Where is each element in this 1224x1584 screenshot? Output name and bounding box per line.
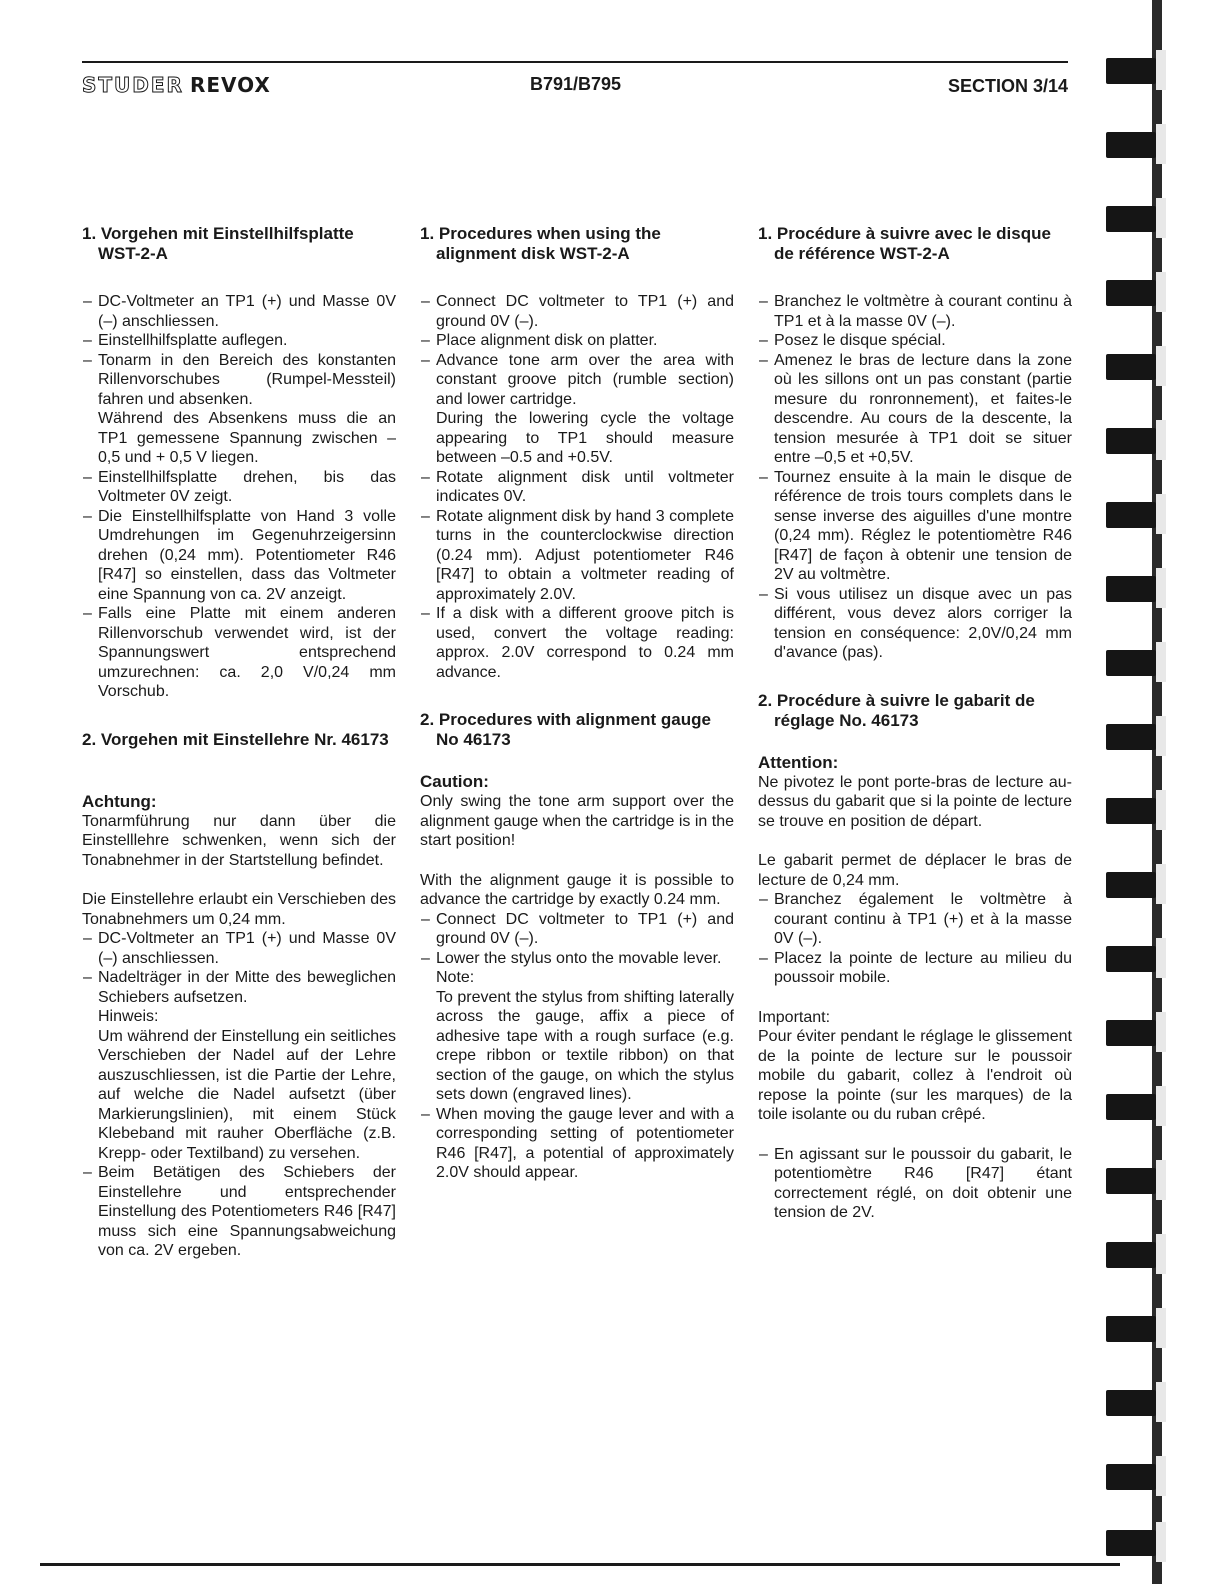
list-item: – Rotate alignment disk until voltmeter indicates 0V. xyxy=(420,468,734,507)
list-item: – Die Einstellhilfsplatte von Hand 3 volle Umdrehungen im Gegenuhrzeigersinn drehen (0,24 mm). Potentiometer R46 [R47] so einstellen, dass das Voltmeter eine Spannung von ca. 2V anzeigt. xyxy=(82,507,396,605)
procedure-list-1b xyxy=(82,468,396,702)
heading-1: 1. Vorgehen mit Einstellhilfsplatte WST-2-A xyxy=(82,224,354,263)
intro-text: Die Einstellehre erlaubt ein Verschieben des Tonabnehmers um 0,24 mm. xyxy=(82,891,396,928)
note-text: To prevent the stylus from shifting laterally across the gauge, affix a piece of adhesive tape with a rough surface (e.g. crepe ribbon or textile ribbon) on that section of the gauge, on which the stylus sets down (engraved lines). xyxy=(436,988,734,1103)
column-german xyxy=(82,224,396,1261)
header-rule xyxy=(82,61,1068,63)
binding-tab xyxy=(1106,280,1156,306)
procedure-list-1 xyxy=(82,292,396,409)
note-text: Um während der Einstellung ein seitliches Verschieben der Nadel auf der Lehre auszuschliessen, ist die Partie der Lehre, auf welche die Nadel aufsetzt (über Markierungslinien), mit einem Stück Klebeband mit rauher Oberfläche (z.B. Krepp- oder Textilband) zu versehen. xyxy=(98,1027,396,1162)
caution-text: Tonarmführung nur dann über die Einstelllehre schwenken, wenn sich der Tonabnehmer in der Startstellung befindet. xyxy=(82,812,396,869)
procedure-list-1 xyxy=(758,292,1072,663)
binding-tab xyxy=(1106,1094,1156,1120)
procedure-list-2 xyxy=(82,929,396,1007)
list-item: – Connect DC voltmeter to TP1 (+) and ground 0V (–). xyxy=(420,910,734,949)
binding-tab xyxy=(1106,1168,1156,1194)
procedure-list-2b xyxy=(82,1163,396,1261)
procedure-list-2b xyxy=(758,1145,1072,1223)
binding-tab xyxy=(1106,1020,1156,1046)
list-item: – Einstellhilfsplatte auflegen. xyxy=(82,331,396,351)
note-text: Pour éviter pendant le réglage le glissement de la pointe de lecture sur le poussoir mobile du gabarit, collez à l'endroit où repose la pointe (sur les marques) de la toile isolante ou du ruban crêpé. xyxy=(758,1028,1072,1123)
caution-title: Attention: xyxy=(758,752,839,772)
intro-text: Le gabarit permet de déplacer le bras de lecture de 0,24 mm. xyxy=(758,852,1072,889)
binding-tab xyxy=(1106,1464,1156,1490)
procedure-list-1b xyxy=(420,468,734,683)
brand-studer: STUDER xyxy=(82,73,184,97)
list-item: – Connect DC voltmeter to TP1 (+) and ground 0V (–). xyxy=(420,292,734,331)
binding-tab xyxy=(1106,724,1156,750)
section-number: SECTION 3/14 xyxy=(947,76,1068,96)
list-item: – Tournez ensuite à la main le disque de référence de trois tours complets dans le sense inverse des aiguilles d'une montre (0,24 mm). Réglez le potentiomètre R46 [R47] de façon à obtenir une tension de 2V au voltmètre. xyxy=(758,468,1072,585)
procedure-list-2b xyxy=(420,1105,734,1183)
list-item: – Nadelträger in der Mitte des beweglichen Schiebers aufsetzen. xyxy=(82,968,396,1007)
note-title: Hinweis: xyxy=(98,1008,159,1025)
brand-logo xyxy=(82,73,271,98)
heading-1: 1. Procédure à suivre avec le disque de référence WST-2-A xyxy=(758,224,1051,263)
note-title: Note: xyxy=(436,969,475,986)
list-item: – Lower the stylus onto the movable lever. xyxy=(420,949,734,969)
list-continuation: During the lowering cycle the voltage appearing to TP1 should measure between –0.5 and +0.5V. xyxy=(436,410,734,466)
binding-tab xyxy=(1106,946,1156,972)
binding-tab xyxy=(1106,354,1156,380)
list-item: – Amenez le bras de lecture dans la zone où les sillons ont un pas constant (partie mesure du ronronnement), et faites-le descendre. Au cours de la descente, la tension mesurée à TP1 doit se situer entre –0,5 et +0,5V. xyxy=(758,351,1072,468)
list-item: – DC-Voltmeter an TP1 (+) und Masse 0V (–) anschliessen. xyxy=(82,929,396,968)
list-item: – Branchez également le voltmètre à courant continu à TP1 (+) et à la masse 0V (–). xyxy=(758,890,1072,949)
brand-revox: REVOX xyxy=(189,73,271,97)
binding-tab xyxy=(1106,132,1156,158)
caution-text: Ne pivotez le pont porte-bras de lecture au-dessus du gabarit que si la pointe de lecture se trouve en position de départ. xyxy=(758,773,1072,830)
list-item: – Tonarm in den Bereich des konstanten Rillenvorschubes (Rumpel-Messteil) fahren und absenken. xyxy=(82,351,396,410)
heading-2: 2. Vorgehen mit Einstellehre Nr. 46173 xyxy=(82,729,389,749)
list-item: – Place alignment disk on platter. xyxy=(420,331,734,351)
binding-tab xyxy=(1106,428,1156,454)
spiral-binding xyxy=(1100,0,1224,1584)
bottom-rule xyxy=(40,1563,1120,1566)
list-item: – Falls eine Platte mit einem anderen Rillenvorschub verwendet wird, ist der Spannungswert entsprechend umzurechnen: ca. 2,0 V/0,24 mm Vorschub. xyxy=(82,604,396,702)
list-item: – Advance tone arm over the area with constant groove pitch (rumble section) and lower cartridge. xyxy=(420,351,734,410)
model-number: B791/B795 xyxy=(530,74,622,94)
list-item: – Beim Betätigen des Schiebers der Einstellehre und entsprechender Einstellung des Potentiometers R46 [R47] muss sich eine Spannungsabweichung von ca. 2V ergeben. xyxy=(82,1163,396,1261)
list-continuation: Während des Absenkens muss die an TP1 gemessene Spannung zwischen – 0,5 und + 0,5 V liegen. xyxy=(98,410,396,466)
procedure-list-2 xyxy=(758,890,1072,988)
caution-title: Achtung: xyxy=(82,791,157,811)
binding-tab xyxy=(1106,1390,1156,1416)
list-item: – Branchez le voltmètre à courant continu à TP1 et à la masse 0V (–). xyxy=(758,292,1072,331)
column-french xyxy=(758,224,1072,1223)
binding-tab xyxy=(1106,1530,1156,1556)
binding-tab xyxy=(1106,58,1156,84)
caution-title: Caution: xyxy=(420,772,489,791)
list-item: – Posez le disque spécial. xyxy=(758,331,1072,351)
heading-1: 1. Procedures when using the alignment disk WST-2-A xyxy=(420,224,661,263)
list-item: – When moving the gauge lever and with a corresponding setting of potentiometer R46 [R47], a potential of approximately 2.0V should appear. xyxy=(420,1105,734,1183)
binding-tab xyxy=(1106,798,1156,824)
list-item: – Placez la pointe de lecture au milieu du poussoir mobile. xyxy=(758,949,1072,988)
binding-tab xyxy=(1106,576,1156,602)
binding-tab xyxy=(1106,502,1156,528)
list-item: – En agissant sur le poussoir du gabarit, le potentiomètre R46 [R47] étant correctement réglé, on doit obtenir une tension de 2V. xyxy=(758,1145,1072,1223)
binding-tab xyxy=(1106,206,1156,232)
binding-tab xyxy=(1106,650,1156,676)
list-item: – If a disk with a different groove pitch is used, convert the voltage reading: approx. 2.0V correspond to 0.24 mm advance. xyxy=(420,604,734,682)
binding-tab xyxy=(1106,1242,1156,1268)
page-header xyxy=(82,72,1068,98)
caution-text: Only swing the tone arm support over the alignment gauge when the cartridge is in the start position! xyxy=(420,793,734,849)
list-item: – Einstellhilfsplatte drehen, bis das Voltmeter 0V zeigt. xyxy=(82,468,396,507)
heading-2: 2. Procédure à suivre le gabarit de réglage No. 46173 xyxy=(758,690,1035,730)
note-title: Important: xyxy=(758,1008,831,1026)
procedure-list-1 xyxy=(420,292,734,409)
column-english xyxy=(420,224,734,1183)
list-item: – Rotate alignment disk by hand 3 complete turns in the counterclockwise direction (0.24 mm). Adjust potentiometer R46 [R47] to obtain a voltmeter reading of approximately 2.0V. xyxy=(420,507,734,605)
intro-text: With the alignment gauge it is possible to advance the cartridge by exactly 0.24 mm. xyxy=(420,871,734,908)
binding-tab xyxy=(1106,1316,1156,1342)
binding-tab xyxy=(1106,872,1156,898)
heading-2: 2. Procedures with alignment gauge No 46173 xyxy=(420,710,711,749)
procedure-list-2 xyxy=(420,910,734,969)
list-item: – Si vous utilisez un disque avec un pas différent, vous devez alors corriger la tension en conséquence: 2,0V/0,24 mm d'avance (pas). xyxy=(758,585,1072,663)
list-item: – DC-Voltmeter an TP1 (+) und Masse 0V (–) anschliessen. xyxy=(82,292,396,331)
